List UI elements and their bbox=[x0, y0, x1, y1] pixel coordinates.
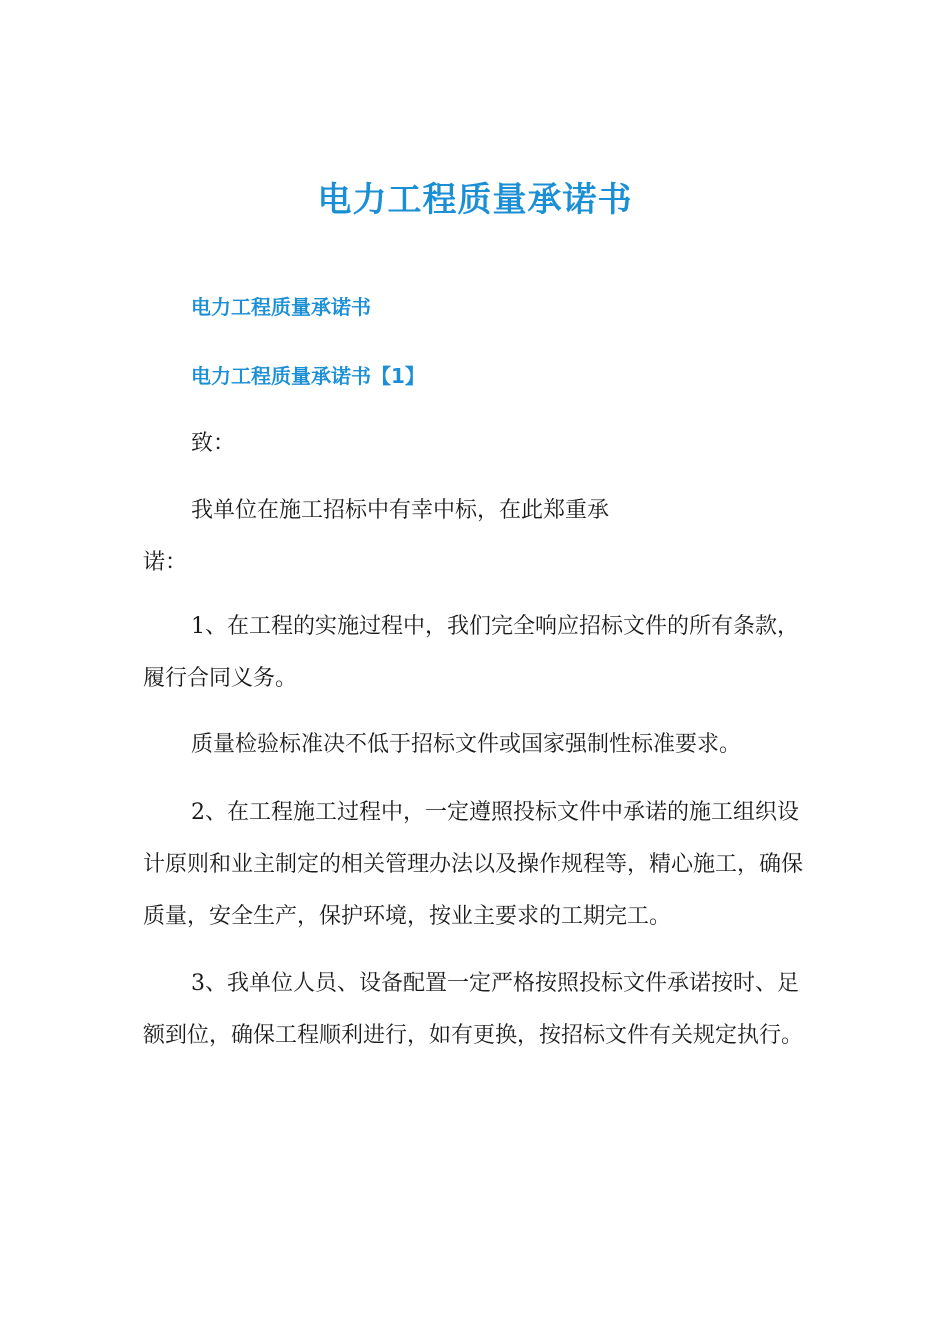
salutation: 致： bbox=[191, 431, 236, 456]
intro-paragraph: 我单位在施工招标中有幸中标，在此郑重承诺： bbox=[143, 498, 610, 575]
commitment-item-3: 3、我单位人员、设备配置一定严格按照投标文件承诺按时、足额到位，确保工程顺利进行，如有更换，按招标文件有关规定执行。 bbox=[143, 971, 804, 1048]
quality-standard-paragraph: 质量检验标准决不低于招标文件或国家强制性标准要求。 bbox=[191, 732, 742, 757]
subheading-main: 电力工程质量承诺书 bbox=[191, 295, 371, 319]
document-title: 电力工程质量承诺书 bbox=[317, 180, 633, 220]
commitment-item-2: 2、在工程施工过程中，一定遵照投标文件中承诺的施工组织设计原则和业主制定的相关管理办法以及操作规程等，精心施工，确保质量，安全生产，保护环境，按业主要求的工期完工。 bbox=[143, 800, 804, 929]
subheading-section-1: 电力工程质量承诺书【1】 bbox=[191, 364, 425, 388]
commitment-item-1: 1、在工程的实施过程中，我们完全响应招标文件的所有条款，履行合同义务。 bbox=[143, 614, 799, 691]
